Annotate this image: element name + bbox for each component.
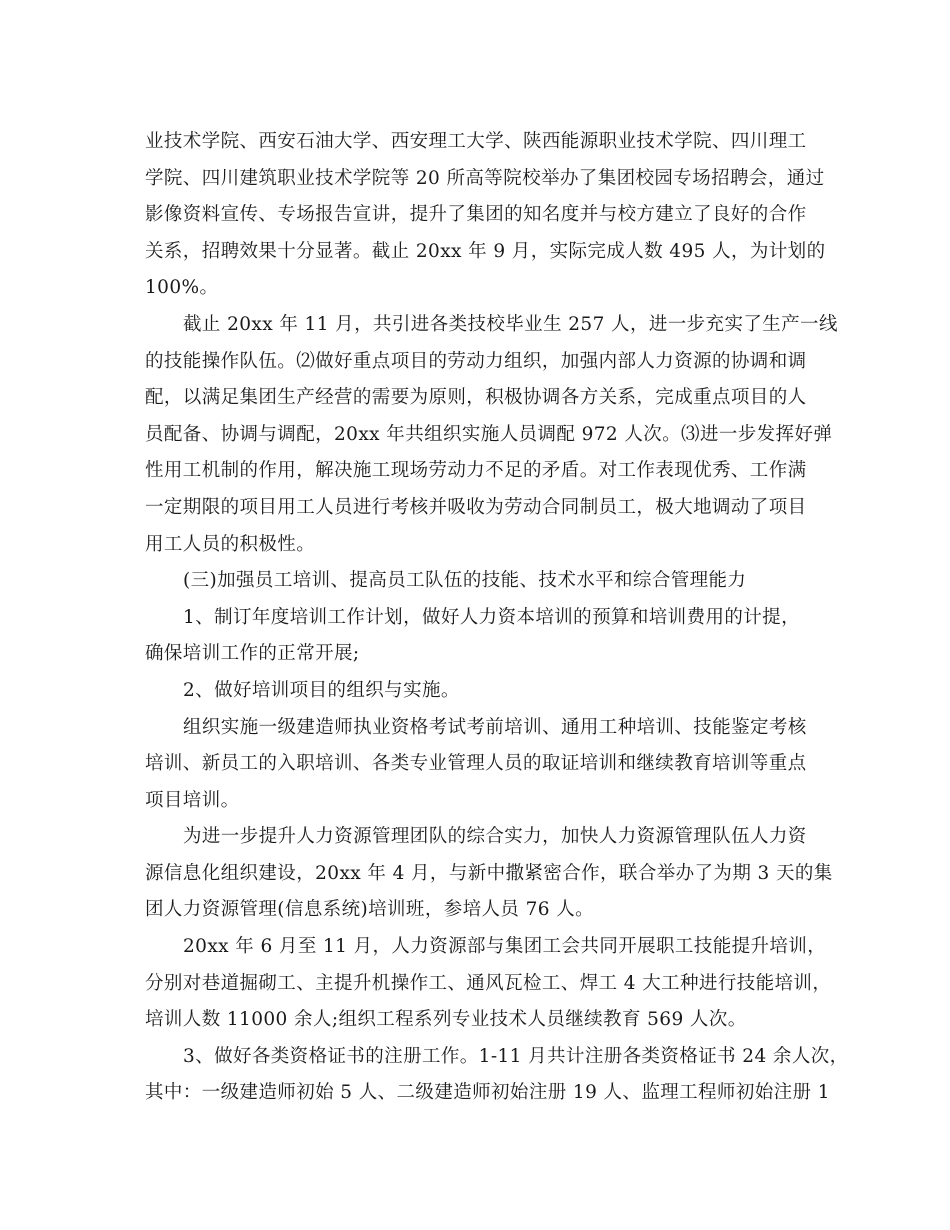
text-line: 学院、四川建筑职业技术学院等 20 所高等院校举办了集团校园专场招聘会，通过 xyxy=(145,167,825,189)
text-line: 分别对巷道掘砌工、主提升机操作工、通风瓦检工、焊工 4 大工种进行技能培训， xyxy=(145,972,832,994)
text-line: 其中：一级建造师初始 5 人、二级建造师初始注册 19 人、监理工程师初始注册 1 xyxy=(145,1082,830,1104)
text-line: 3、做好各类资格证书的注册工作。1-11 月共计注册各类资格证书 24 余人次， xyxy=(183,1045,849,1067)
text-line: 培训人数 11000 余人;组织工程系列专业技术人员继续教育 569 人次。 xyxy=(145,1009,747,1031)
text-line: 2、做好培训项目的组织与实施。 xyxy=(183,679,460,701)
text-line: 性用工机制的作用，解决施工现场劳动力不足的矛盾。对工作表现优秀、工作满 xyxy=(145,460,807,482)
text-line: 团人力资源管理(信息系统)培训班，参培人员 76 人。 xyxy=(145,899,595,921)
document-body xyxy=(145,124,849,1112)
text-line: 20xx 年 6 月至 11 月，人力资源部与集团工会共同开展职工技能提升培训， xyxy=(183,936,827,958)
text-line: 1、制订年度培训工作计划，做好人力资本培训的预算和培训费用的计提， xyxy=(183,606,800,628)
text-line: 业技术学院、西安石油大学、西安理工大学、陕西能源职业技术学院、四川理工 xyxy=(145,131,807,152)
text-line: 一定期限的项目用工人员进行考核并吸收为劳动合同制员工，极大地调动了项目 xyxy=(145,496,807,518)
text-line: 配，以满足集团生产经营的需要为原则，积极协调各方关系，完成重点项目的人 xyxy=(145,387,807,409)
text-line: 100%。 xyxy=(145,277,219,299)
text-line: 截止 20xx 年 11 月，共引进各类技校毕业生 257 人，进一步充实了生产一线 xyxy=(183,313,838,335)
text-line: 确保培训工作的正常开展; xyxy=(145,643,360,665)
text-line: (三)加强员工培训、提高员工队伍的技能、技术水平和综合管理能力 xyxy=(183,570,747,592)
text-line: 项目培训。 xyxy=(145,789,240,811)
text-line: 影像资料宣传、专场报告宣讲，提升了集团的知名度并与校方建立了良好的合作 xyxy=(145,204,807,226)
text-line: 用工人员的积极性。 xyxy=(145,533,316,555)
text-line: 组织实施一级建造师执业资格考试考前培训、通用工种培训、技能鉴定考核 xyxy=(183,716,807,738)
text-line: 关系，招聘效果十分显著。截止 20xx 年 9 月，实际完成人数 495 人，为计划的 xyxy=(145,240,826,262)
text-line: 员配备、协调与调配，20xx 年共组织实施人员调配 972 人次。⑶进一步发挥好弹 xyxy=(145,423,833,445)
text-line: 为进一步提升人力资源管理团队的综合实力，加快人力资源管理队伍人力资 xyxy=(183,826,807,848)
text-line: 源信息化组织建设，20xx 年 4 月，与新中撒紧密合作，联合举办了为期 3 天的集 xyxy=(145,862,833,884)
text-line: 的技能操作队伍。⑵做好重点项目的劳动力组织，加强内部人力资源的协调和调 xyxy=(145,350,807,372)
text-line: 培训、新员工的入职培训、各类专业管理人员的取证培训和继续教育培训等重点 xyxy=(145,753,807,775)
